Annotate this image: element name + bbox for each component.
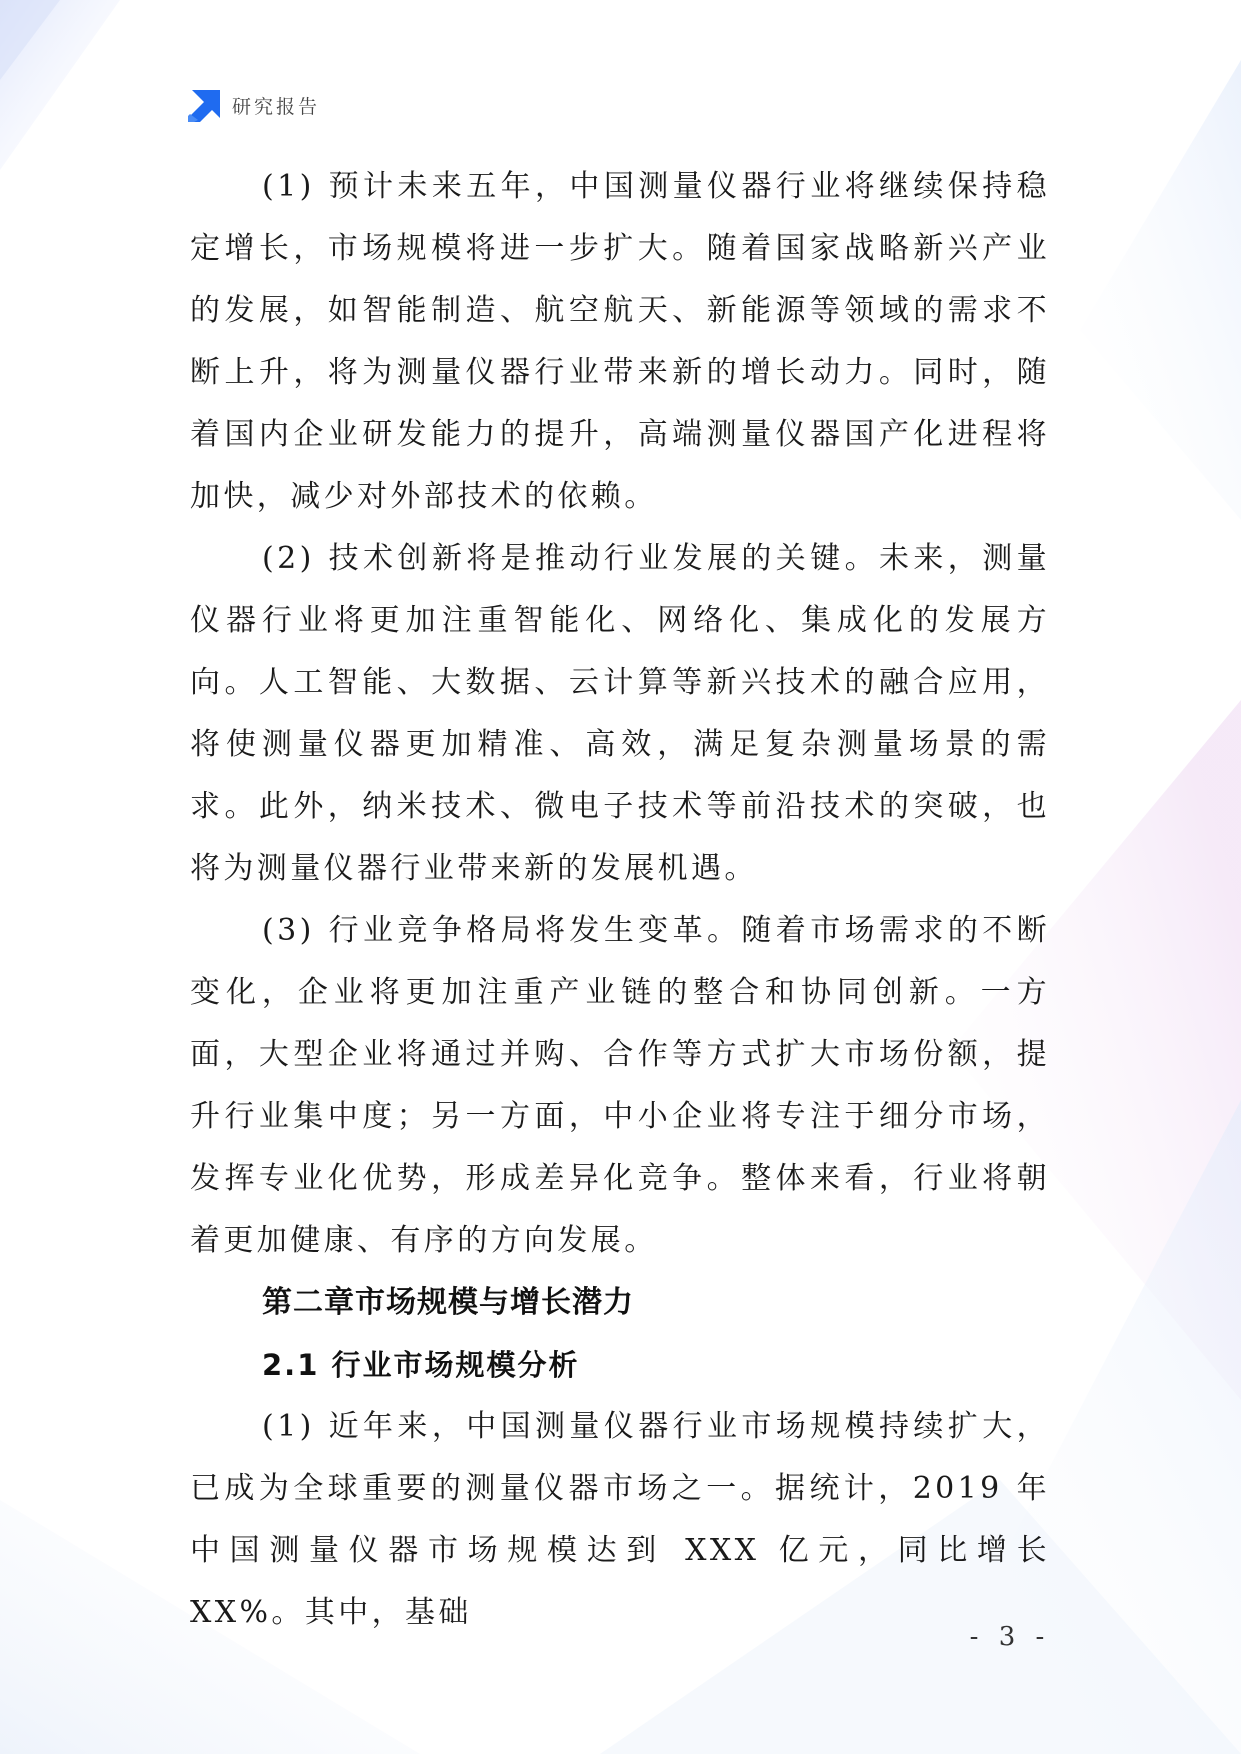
paragraph: (2) 技术创新将是推动行业发展的关键。未来，测量仪器行业将更加注重智能化、网络化、集成化的发展方向。人工智能、大数据、云计算等新兴技术的融合应用，将使测量仪器更加精准、高效，满足复杂测量场景的需求。此外，纳米技术、微电子技术等前沿技术的突破，也将为测量仪器行业带来新的发展机遇。 [190,541,1050,886]
page-number: - 3 - [969,1622,1051,1652]
paragraph: (1) 近年来，中国测量仪器行业市场规模持续扩大，已成为全球重要的测量仪器市场之一。据统计，2019 年中国测量仪器市场规模达到 XXX 亿元，同比增长 XX%。其中，基础 [190,1409,1050,1630]
chapter-title: 第二章市场规模与增长潜力 [262,1285,634,1320]
section-title: 2.1 行业市场规模分析 [262,1348,580,1382]
arrow-up-right-icon [188,88,222,122]
document-body [190,156,1050,1644]
paragraph: (1) 预计未来五年，中国测量仪器行业将继续保持稳定增长，市场规模将进一步扩大。随着国家战略新兴产业的发展，如智能制造、航空航天、新能源等领域的需求不断上升，将为测量仪器行业带来新的增长动力。同时，随着国内企业研发能力的提升，高端测量仪器国产化进程将加快，减少对外部技术的依赖。 [190,169,1050,514]
paragraph: (3) 行业竞争格局将发生变革。随着市场需求的不断变化，企业将更加注重产业链的整合和协同创新。一方面，大型企业将通过并购、合作等方式扩大市场份额，提升行业集中度；另一方面，中小企业将专注于细分市场，发挥专业化优势，形成差异化竞争。整体来看，行业将朝着更加健康、有序的方向发展。 [190,913,1050,1258]
header-title: 研究报告 [232,95,321,118]
page-header [188,90,320,120]
